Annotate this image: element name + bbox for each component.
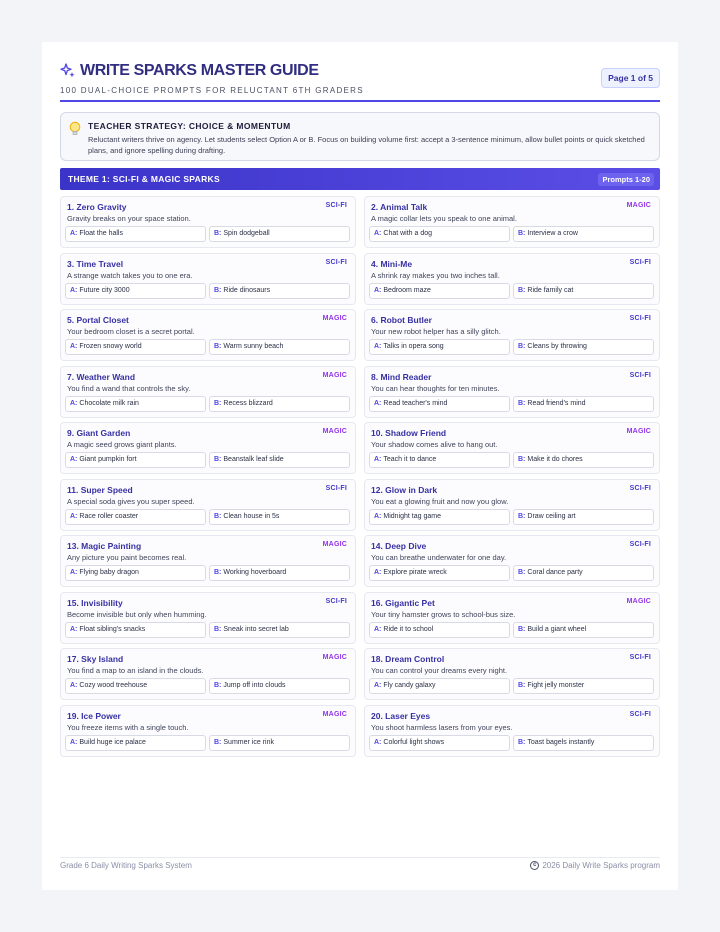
- option-a-text: Chat with a dog: [383, 230, 433, 237]
- option-a-letter: A:: [374, 343, 382, 350]
- option-a: [369, 283, 510, 299]
- option-a-letter: A:: [70, 343, 78, 350]
- option-a-letter: A:: [374, 625, 382, 633]
- option-b-text: Coral dance party: [527, 569, 583, 576]
- prompt-tag: MAGIC: [322, 654, 347, 661]
- option-b-text: Toast bagels instantly: [527, 738, 595, 746]
- prompt-description: You can hear thoughts for ten minutes.: [371, 383, 500, 393]
- option-b-text: Jump off into clouds: [223, 682, 286, 689]
- option-a-text: Cozy wood treehouse: [79, 682, 148, 689]
- option-b-text: Build a giant wheel: [527, 625, 587, 633]
- option-b: [209, 565, 350, 581]
- option-a-text: Build huge ice palace: [79, 738, 146, 746]
- prompt-description: A strange watch takes you to one era.: [67, 270, 193, 280]
- option-b-text: Working hoverboard: [223, 569, 287, 576]
- option-b: [209, 509, 350, 525]
- option-b-text: Read friend's mind: [527, 399, 586, 407]
- copyright-icon: c: [530, 861, 539, 870]
- option-a: [369, 509, 510, 525]
- option-a-text: Giant pumpkin fort: [79, 456, 137, 463]
- option-b-letter: B:: [214, 286, 222, 294]
- option-a: [369, 339, 510, 355]
- option-a-text: Explore pirate wreck: [383, 569, 447, 576]
- prompt-card: [60, 422, 356, 474]
- option-a: [65, 735, 206, 751]
- prompt-title: 14. Deep Dive: [371, 541, 427, 551]
- footer-left-text: Grade 6 Daily Writing Sparks System: [60, 861, 192, 870]
- prompt-tag: SCI-FI: [325, 258, 347, 266]
- prompt-tag: SCI-FI: [629, 484, 651, 492]
- option-b-letter: B:: [214, 456, 222, 463]
- prompt-card: [364, 196, 660, 248]
- option-a-text: Fly candy galaxy: [383, 682, 436, 689]
- option-b-letter: B:: [518, 456, 526, 463]
- prompt-card: [364, 366, 660, 418]
- option-a-text: Frozen snowy world: [79, 343, 142, 350]
- prompt-tag: MAGIC: [322, 371, 347, 379]
- option-a-text: Float sibling's snacks: [79, 625, 146, 633]
- option-a-text: Flying baby dragon: [79, 569, 139, 576]
- prompt-card: [364, 535, 660, 587]
- prompt-card: [60, 253, 356, 305]
- option-b: [209, 339, 350, 355]
- prompt-description: You eat a glowing fruit and now you glow.: [371, 496, 509, 506]
- option-b: [513, 339, 654, 355]
- option-a-letter: A:: [374, 286, 382, 294]
- prompt-tag: SCI-FI: [325, 484, 347, 492]
- option-a-letter: A:: [374, 569, 382, 576]
- option-b: [209, 226, 350, 242]
- footer-right-text: 2026 Daily Write Sparks program: [542, 861, 660, 870]
- option-b: [513, 735, 654, 751]
- option-b-letter: B:: [518, 738, 526, 746]
- prompt-card: [364, 253, 660, 305]
- option-b: [513, 283, 654, 299]
- option-b-text: Recess blizzard: [223, 399, 273, 407]
- option-a: [369, 735, 510, 751]
- option-b-letter: B:: [214, 569, 222, 576]
- option-b: [209, 622, 350, 638]
- prompt-description: You shoot harmless lasers from your eyes.: [371, 722, 513, 732]
- option-a-text: Future city 3000: [79, 286, 130, 294]
- option-a: [369, 452, 510, 468]
- option-b-letter: B:: [214, 625, 222, 633]
- option-a-letter: A:: [70, 682, 78, 689]
- option-a-letter: A:: [70, 286, 78, 294]
- prompt-title: 12. Glow in Dark: [371, 484, 438, 495]
- prompt-tag: MAGIC: [322, 541, 347, 548]
- prompt-tag: MAGIC: [626, 202, 651, 209]
- option-b-letter: B:: [518, 286, 526, 294]
- prompt-tag: SCI-FI: [629, 541, 651, 548]
- prompt-title: 18. Dream Control: [371, 654, 445, 664]
- prompt-title: 3. Time Travel: [67, 258, 124, 269]
- option-a: [369, 565, 510, 581]
- theme-title: THEME 1: SCI-FI & MAGIC SPARKS: [68, 174, 220, 184]
- prompt-card: [60, 648, 356, 700]
- option-b-text: Ride family cat: [527, 286, 574, 294]
- option-b-letter: B:: [214, 399, 222, 407]
- prompt-description: Your shadow comes alive to hang out.: [371, 440, 498, 449]
- prompt-card: [60, 535, 356, 587]
- option-a-letter: A:: [70, 738, 78, 746]
- option-a-letter: A:: [70, 569, 78, 576]
- prompt-title: 13. Magic Painting: [67, 541, 142, 551]
- prompt-description: A magic seed grows giant plants.: [67, 440, 177, 449]
- option-b: [513, 452, 654, 468]
- prompt-title: 1. Zero Gravity: [67, 202, 127, 212]
- option-b-letter: B:: [214, 512, 222, 520]
- prompt-description: Any picture you paint becomes real.: [67, 553, 187, 562]
- theme-header: [60, 168, 660, 190]
- option-a-text: Float the halls: [79, 230, 123, 237]
- page-subtitle: 100 DUAL-CHOICE PROMPTS FOR RELUCTANT 6TH GRADERS: [60, 86, 364, 95]
- option-a: [65, 452, 206, 468]
- header: [60, 62, 660, 102]
- prompt-tag: MAGIC: [626, 597, 651, 605]
- page-number-badge: Page 1 of 5: [601, 68, 660, 88]
- prompt-tag: MAGIC: [322, 710, 347, 718]
- prompt-title: 8. Mind Reader: [371, 371, 432, 382]
- prompt-title: 10. Shadow Friend: [371, 428, 447, 438]
- option-a-letter: A:: [374, 456, 382, 463]
- strategy-title: TEACHER STRATEGY: CHOICE & MOMENTUM: [88, 121, 291, 131]
- prompt-tag: MAGIC: [626, 428, 651, 435]
- option-a-text: Midnight tag game: [383, 512, 441, 520]
- option-a-text: Colorful light shows: [383, 738, 445, 746]
- prompt-title: 16. Gigantic Pet: [371, 597, 435, 608]
- option-b: [209, 396, 350, 412]
- prompt-description: You can control your dreams every night.: [371, 666, 508, 675]
- strategy-text: Reluctant writers thrive on agency. Let students select Option A or B. Focus on building volume first: accept a 3-sentence minimum, allow bullet points or quick sketched plans, and ignore spelling during drafting.: [88, 135, 645, 155]
- prompt-tag: SCI-FI: [325, 202, 347, 209]
- prompt-range-badge: Prompts 1-20: [598, 173, 654, 186]
- prompt-tag: SCI-FI: [629, 710, 651, 718]
- option-b: [209, 283, 350, 299]
- prompt-card: [60, 196, 356, 248]
- option-b-letter: B:: [214, 738, 222, 746]
- prompt-tag: SCI-FI: [629, 315, 651, 322]
- option-b-text: Clean house in 5s: [223, 512, 280, 520]
- prompt-title: 7. Weather Wand: [67, 371, 136, 382]
- option-a: [369, 226, 510, 242]
- option-b-letter: B:: [214, 230, 222, 237]
- option-b-text: Draw ceiling art: [527, 512, 576, 520]
- prompt-description: You find a wand that controls the sky.: [67, 383, 191, 393]
- option-a-letter: A:: [374, 682, 382, 689]
- prompt-card: [364, 592, 660, 644]
- prompt-title: 19. Ice Power: [67, 710, 121, 721]
- lightbulb-icon: [69, 121, 81, 137]
- option-b: [513, 226, 654, 242]
- prompt-title: 4. Mini-Me: [371, 258, 413, 269]
- prompt-card: [60, 366, 356, 418]
- option-b-letter: B:: [518, 625, 526, 633]
- option-b-text: Interview a crow: [527, 230, 578, 237]
- prompt-tag: SCI-FI: [325, 597, 347, 605]
- option-a-text: Chocolate milk rain: [79, 399, 139, 407]
- page-title: WRITE SPARKS MASTER GUIDE: [80, 62, 319, 79]
- prompt-card: [60, 705, 356, 757]
- prompt-card: [364, 309, 660, 361]
- prompt-title: 2. Animal Talk: [371, 202, 428, 212]
- option-a: [65, 509, 206, 525]
- teacher-strategy-box: [60, 112, 660, 161]
- option-b-letter: B:: [518, 343, 526, 350]
- option-a: [65, 226, 206, 242]
- prompt-description: A shrink ray makes you two inches tall.: [371, 270, 500, 280]
- option-a-text: Talks in opera song: [383, 343, 444, 350]
- prompt-tag: MAGIC: [322, 315, 347, 322]
- option-a: [65, 283, 206, 299]
- prompt-description: A special soda gives you super speed.: [67, 496, 195, 506]
- option-b-text: Summer ice rink: [223, 738, 274, 746]
- option-a-letter: A:: [70, 512, 78, 520]
- prompt-tag: SCI-FI: [629, 654, 651, 661]
- option-a: [65, 339, 206, 355]
- option-a-letter: A:: [70, 456, 78, 463]
- option-a: [65, 396, 206, 412]
- prompt-description: You can breathe underwater for one day.: [371, 553, 507, 562]
- option-b-letter: B:: [518, 569, 526, 576]
- prompt-tag: SCI-FI: [629, 371, 651, 379]
- prompt-card: [364, 705, 660, 757]
- option-b-text: Ride dinosaurs: [223, 286, 271, 294]
- option-a: [369, 622, 510, 638]
- option-b: [209, 678, 350, 694]
- option-a-text: Teach it to dance: [383, 456, 437, 463]
- prompt-title: 11. Super Speed: [67, 484, 133, 495]
- option-a-letter: A:: [374, 399, 382, 407]
- prompt-description: Become invisible but only when humming.: [67, 609, 207, 619]
- option-a-letter: A:: [70, 625, 78, 633]
- option-a: [369, 678, 510, 694]
- option-a-letter: A:: [70, 399, 78, 407]
- prompt-title: 6. Robot Butler: [371, 315, 432, 325]
- option-b-text: Warm sunny beach: [223, 343, 284, 350]
- footer-divider: [60, 857, 660, 858]
- option-a-text: Ride it to school: [383, 625, 434, 633]
- option-a-letter: A:: [374, 230, 382, 237]
- option-b-letter: B:: [518, 682, 526, 689]
- option-b-letter: B:: [518, 399, 526, 407]
- option-a: [369, 396, 510, 412]
- option-b: [513, 396, 654, 412]
- option-b-letter: B:: [518, 230, 526, 237]
- option-a-text: Race roller coaster: [79, 512, 139, 520]
- option-b-text: Make it do chores: [527, 456, 583, 463]
- prompt-description: Your tiny hamster grows to school-bus size.: [371, 609, 516, 619]
- option-b-letter: B:: [518, 512, 526, 520]
- option-b-letter: B:: [214, 343, 222, 350]
- option-a-letter: A:: [374, 512, 382, 520]
- prompt-card: [60, 479, 356, 531]
- sparkles-icon: [60, 63, 76, 79]
- option-a-letter: A:: [374, 738, 382, 746]
- option-b-text: Beanstalk leaf slide: [223, 456, 284, 463]
- prompt-card: [60, 309, 356, 361]
- option-a: [65, 678, 206, 694]
- option-b-text: Spin dodgeball: [223, 230, 270, 237]
- option-b-letter: B:: [214, 682, 222, 689]
- option-b: [513, 622, 654, 638]
- option-a-text: Read teacher's mind: [383, 399, 448, 407]
- prompt-description: Gravity breaks on your space station.: [67, 214, 191, 223]
- prompt-tag: SCI-FI: [629, 258, 651, 266]
- option-b: [513, 565, 654, 581]
- prompt-description: You freeze items with a single touch.: [67, 722, 189, 732]
- prompt-card: [364, 479, 660, 531]
- footer-right: [530, 861, 660, 870]
- option-b: [209, 735, 350, 751]
- option-b: [513, 678, 654, 694]
- guide-page: [42, 42, 678, 890]
- prompt-title: 9. Giant Garden: [67, 428, 131, 438]
- prompt-card: [364, 422, 660, 474]
- prompt-description: You find a map to an island in the clouds.: [67, 666, 204, 675]
- option-a: [65, 565, 206, 581]
- prompt-title: 20. Laser Eyes: [371, 710, 431, 721]
- prompt-title: 15. Invisibility: [67, 597, 123, 608]
- option-a-text: Bedroom maze: [383, 286, 431, 294]
- option-b-text: Fight jelly monster: [527, 682, 585, 689]
- option-b: [513, 509, 654, 525]
- option-b-text: Cleans by throwing: [527, 343, 587, 350]
- prompt-description: Your bedroom closet is a secret portal.: [67, 327, 195, 336]
- option-a-letter: A:: [70, 230, 78, 237]
- prompt-card: [60, 592, 356, 644]
- prompt-title: 17. Sky Island: [67, 654, 124, 664]
- prompt-title: 5. Portal Closet: [67, 315, 129, 325]
- prompt-description: Your new robot helper has a silly glitch.: [371, 327, 501, 336]
- option-b: [209, 452, 350, 468]
- prompt-card: [364, 648, 660, 700]
- option-b-text: Sneak into secret lab: [223, 625, 289, 633]
- prompt-tag: MAGIC: [322, 428, 347, 435]
- option-a: [65, 622, 206, 638]
- prompt-description: A magic collar lets you speak to one animal.: [371, 214, 517, 223]
